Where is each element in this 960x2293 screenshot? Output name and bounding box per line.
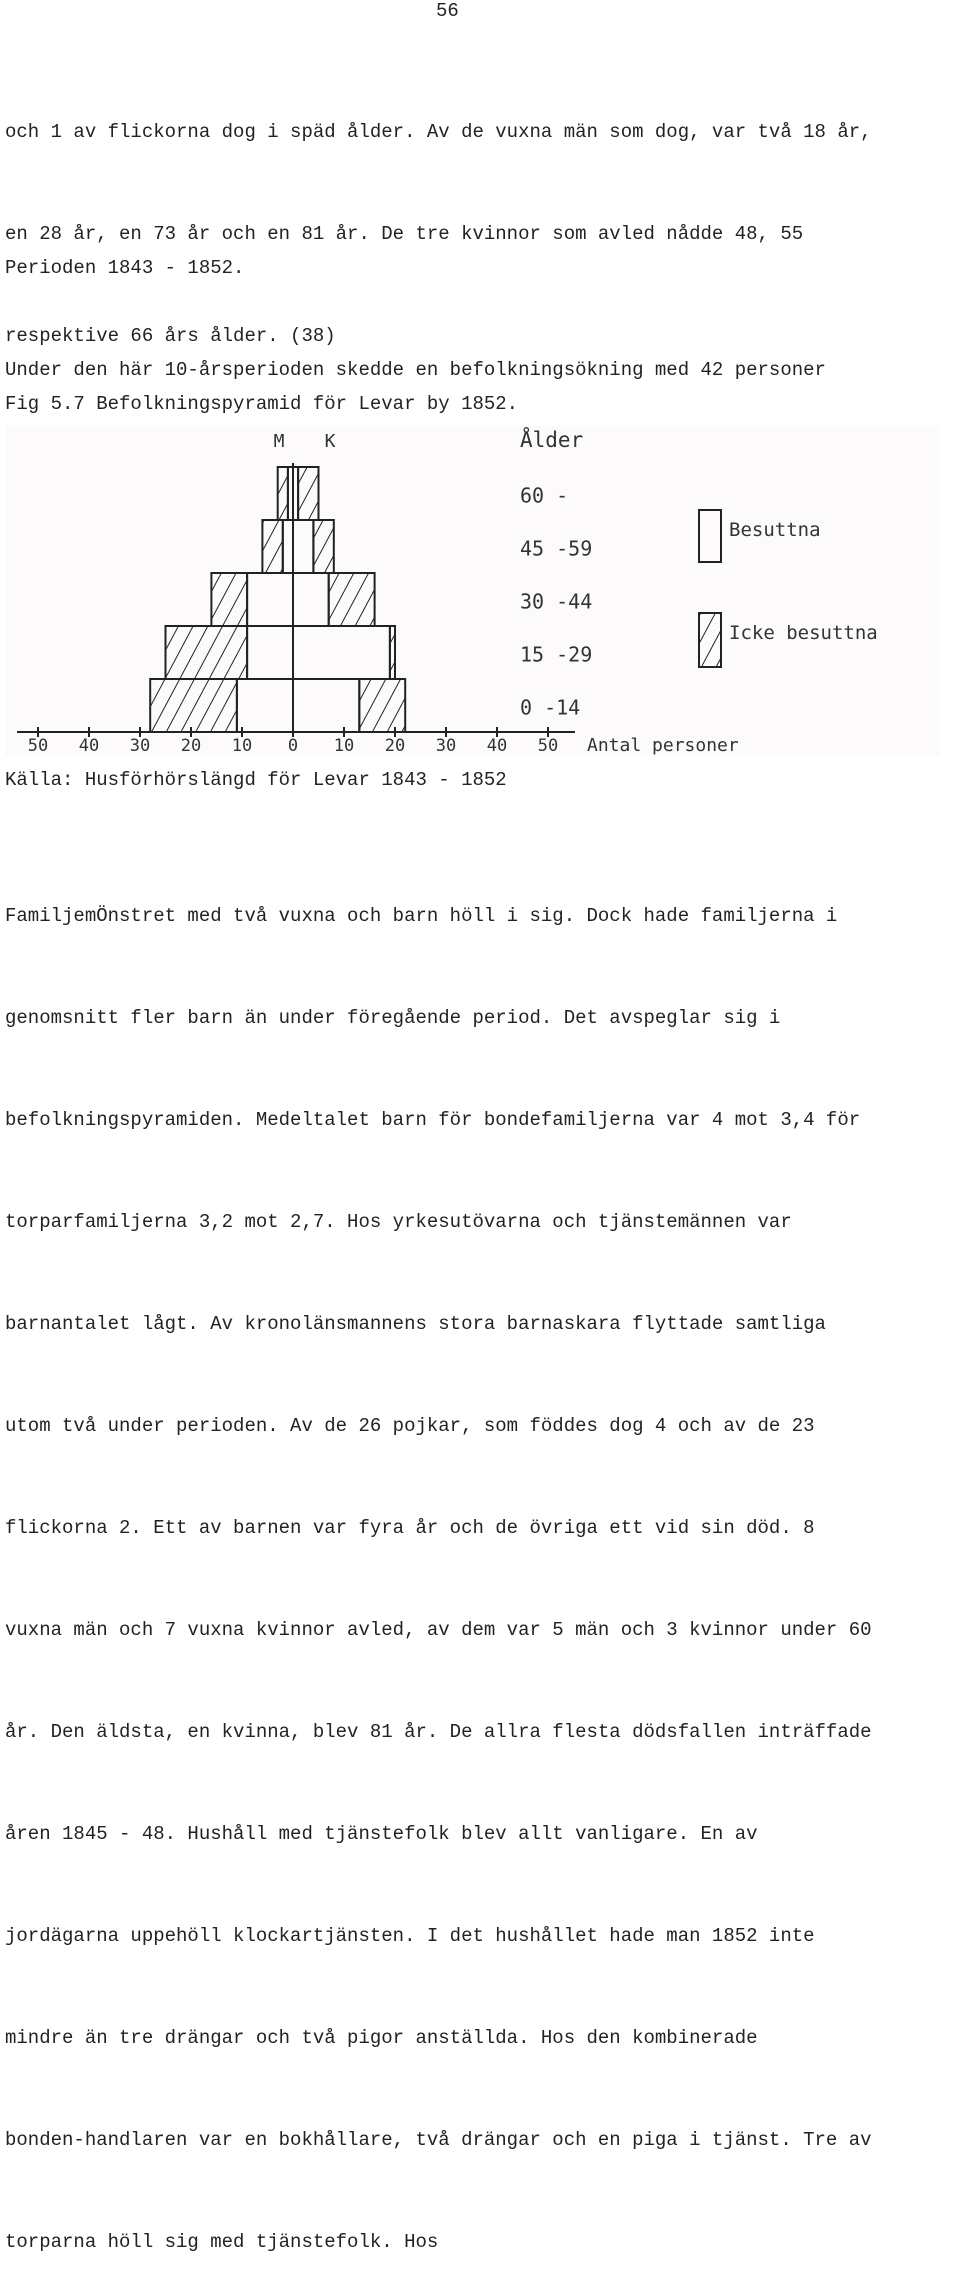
- x-tick-label: 20: [384, 736, 406, 755]
- sex-label-men: M: [273, 431, 285, 452]
- text-line: vuxna män och 7 vuxna kvinnor avled, av dem var 5 män och 3 kvinnor under 60: [5, 1619, 872, 1641]
- population-pyramid-figure: [5, 425, 940, 755]
- text-line: FamiljemÖnstret med två vuxna och barn höll i sig. Dock hade familjerna i: [5, 905, 838, 927]
- age-group-label: 15 -29: [520, 642, 593, 667]
- bar-women-besuttna: [293, 626, 390, 679]
- bar-men-icke-besuttna: [278, 467, 288, 520]
- legend-swatch-icke-besuttna: [699, 613, 721, 667]
- text-line: respektive 66 års ålder. (38): [5, 325, 336, 347]
- text-line: befolkningspyramiden. Medeltalet barn för bondefamiljerna var 4 mot 3,4 för: [5, 1109, 861, 1131]
- source-note: Källa: Husförhörslängd för Levar 1843 - 1852: [5, 769, 507, 791]
- bar-men-icke-besuttna: [262, 520, 282, 573]
- text-line: Under den här 10-årsperioden skedde en befolkningsökning med 42 personer: [5, 359, 826, 381]
- text-line: bonden-handlaren var en bokhållare, två drängar och en piga i tjänst. Tre av: [5, 2129, 872, 2151]
- x-axis-label: Antal personer: [587, 735, 739, 755]
- bar-men-icke-besuttna: [211, 573, 247, 626]
- text-line: flickorna 2. Ett av barnen var fyra år och de övriga ett vid sin död. 8: [5, 1517, 815, 1539]
- bar-men-icke-besuttna: [150, 679, 237, 732]
- legend-swatch-besuttna: [699, 510, 721, 562]
- text-line: och 1 av flickorna dog i späd ålder. Av de vuxna män som dog, var två 18 år,: [5, 121, 872, 143]
- age-group-label: 60 -: [520, 483, 569, 508]
- text-line: torparfamiljerna 3,2 mot 2,7. Hos yrkesutövarna och tjänstemännen var: [5, 1211, 792, 1233]
- bar-women-icke-besuttna: [298, 467, 318, 520]
- bar-women-besuttna: [293, 520, 313, 573]
- bar-men-icke-besuttna: [166, 626, 248, 679]
- text-line: år. Den äldsta, en kvinna, blev 81 år. De allra flesta dödsfallen inträffade: [5, 1721, 872, 1743]
- page-number: 56: [436, 0, 459, 22]
- bar-women-icke-besuttna: [329, 573, 375, 626]
- age-group-label: 30 -44: [520, 589, 593, 614]
- text-line: utom två under perioden. Av de 26 pojkar, som föddes dog 4 och av de 23: [5, 1415, 815, 1437]
- text-line: barnantalet lågt. Av kronolänsmannens stora barnaskara flyttade samtliga: [5, 1313, 826, 1335]
- population-pyramid-chart: [5, 425, 940, 755]
- bar-men-besuttna: [247, 573, 293, 626]
- bar-men-besuttna: [283, 520, 293, 573]
- text-line: en 28 år, en 73 år och en 81 år. De tre kvinnor som avled nådde 48, 55: [5, 223, 804, 245]
- body-paragraph: [5, 831, 872, 2293]
- bar-women-besuttna: [293, 573, 329, 626]
- x-tick-label: 0: [287, 736, 299, 755]
- legend-label-besuttna: Besuttna: [729, 519, 821, 541]
- bar-women-icke-besuttna: [359, 679, 405, 732]
- text-line: torparna höll sig med tjänstefolk. Hos: [5, 2231, 439, 2253]
- bar-men-besuttna: [237, 679, 293, 732]
- bar-men-besuttna: [247, 626, 293, 679]
- text-line: mindre än tre drängar och två pigor anställda. Hos den kombinerade: [5, 2027, 758, 2049]
- x-tick-label: 40: [78, 736, 100, 755]
- text-line: jordägarna uppehöll klockartjänsten. I det hushållet hade man 1852 inte: [5, 1925, 815, 1947]
- age-group-label: 45 -59: [520, 536, 593, 561]
- x-tick-label: 10: [333, 736, 355, 755]
- section-heading: Perioden 1843 - 1852.: [5, 257, 245, 279]
- bar-women-icke-besuttna: [313, 520, 333, 573]
- x-tick-label: 20: [180, 736, 202, 755]
- x-tick-label: 10: [231, 736, 253, 755]
- figure-caption: Fig 5.7 Befolkningspyramid för Levar by 1852.: [5, 393, 519, 415]
- text-line: åren 1845 - 48. Hushåll med tjänstefolk blev allt vanligare. En av: [5, 1823, 758, 1845]
- bar-women-icke-besuttna: [390, 626, 395, 679]
- legend-label-icke-besuttna: Icke besuttna: [729, 622, 878, 644]
- age-group-label: 0 -14: [520, 695, 581, 720]
- age-axis-title: Ålder: [520, 428, 584, 452]
- x-tick-label: 30: [129, 736, 151, 755]
- text-line: genomsnitt fler barn än under föregående period. Det avspeglar sig i: [5, 1007, 781, 1029]
- sex-label-women: K: [324, 431, 336, 452]
- x-tick-label: 40: [486, 736, 508, 755]
- bar-women-besuttna: [293, 679, 359, 732]
- x-tick-label: 50: [537, 736, 559, 755]
- x-tick-label: 30: [435, 736, 457, 755]
- x-tick-label: 50: [27, 736, 49, 755]
